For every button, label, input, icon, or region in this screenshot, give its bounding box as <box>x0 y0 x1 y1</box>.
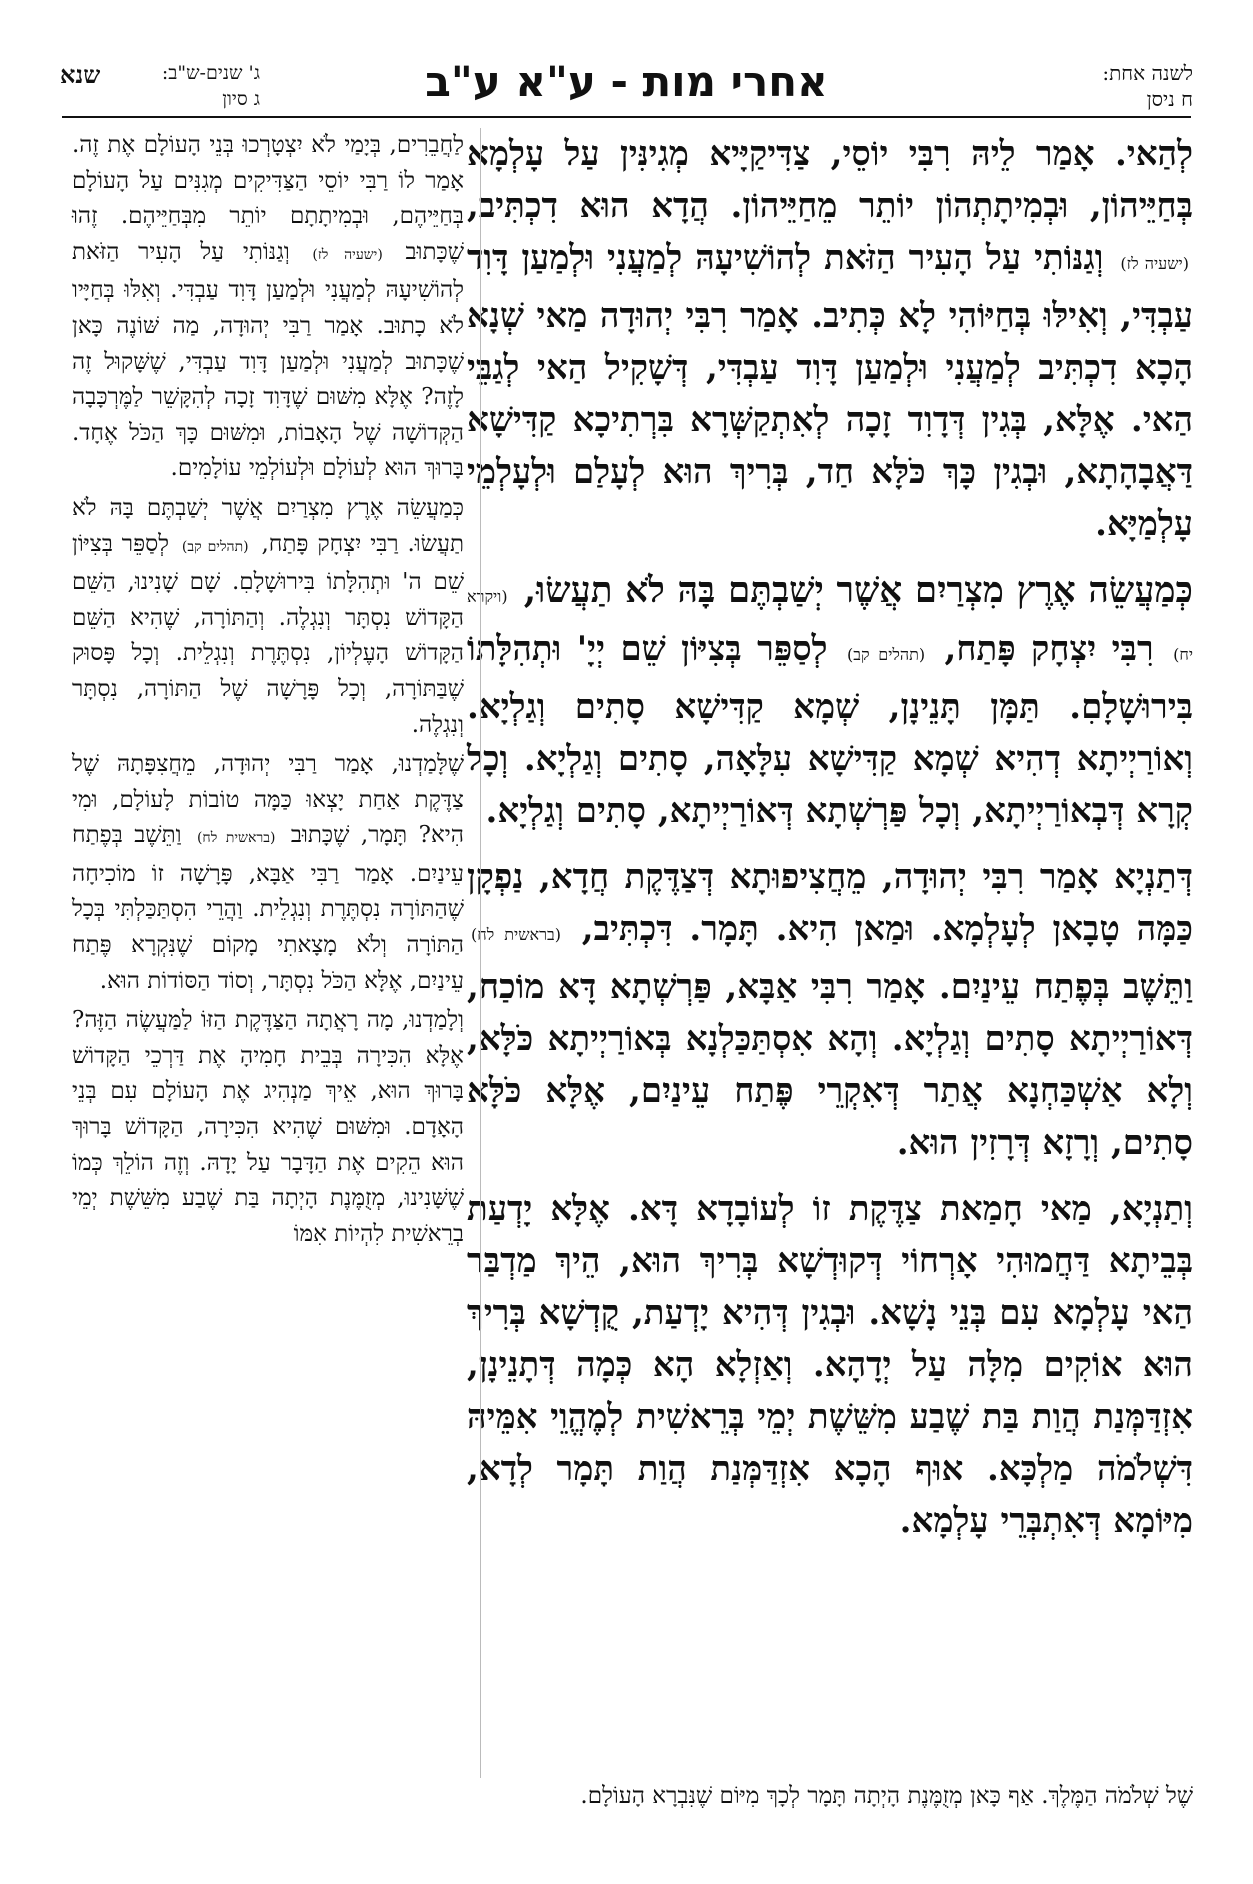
header-rule <box>62 116 1191 118</box>
header-schedule-label: לשנה אחת: <box>1102 61 1193 85</box>
main-paragraph-2 <box>467 564 1193 837</box>
main-p2-text-b: רִבִּי יִצְחָק פָּתַח, <box>944 629 1154 669</box>
main-p3-text-a: דְּתַנְיָא אָמַר רִבִּי יְהוּדָה, מֵחֲצִיפוּתָא דְּצַדֶּקֶת חֲדָא, נַפְקָן כַּמָּה טָבָאן לְעָלְמָא. וּמַאן הִיא. תָּמָר. דִּכְתִּיב, <box>467 857 1193 949</box>
side-paragraph-4 <box>72 1003 464 1252</box>
side-paragraph-2 <box>72 491 464 743</box>
side-p3-text-b: וַתֵּשֶׁב בְּפֶתַח עֵינַיִם. אָמַר רַבִּי אַבָּא, פָּרָשָׁה זוֹ מוֹכִיחָה שֶׁהַתּוֹרָה נִסְתֶּרֶת וְנִגְלֵית. וַהֲרֵי הִסְתַּכַּלְתִּי בְּכָל הַתּוֹרָה וְלֹא מָצָאתִי מָקוֹם שֶׁנִּקְרָא פֶּתַח עֵינַיִם, אֶלָּא הַכֹּל נִסְתָּר, וְסוֹד הַסּוֹדוֹת הוּא. <box>72 822 464 994</box>
side-p2-text-b: לְסַפֵּר בְּצִיּוֹן שֵׁם ה' וּתְהִלָּתוֹ בִּירוּשָׁלָםִ. שָׁם שָׁנִינוּ, הַשֵּׁם הַקָּדוֹשׁ נִסְתָּר וְנִגְלֶה. וְהַתּוֹרָה, שֶׁהִיא הַשֵּׁם הַקָּדוֹשׁ הָעֶלְיוֹן, נִסְתֶּרֶת וְנִגְלֵית. וְכָל פָּסוּק שֶׁבַּתּוֹרָה, וְכָל פָּרָשָׁה שֶׁל הַתּוֹרָה, נִסְתָּר וְנִגְלֶה. <box>72 530 464 738</box>
side-source-ref: (תהלים קב) <box>181 538 249 555</box>
side-p1-text-b: וְגַנּוֹתִי עַל הָעִיר הַזֹּאת לְהוֹשִׁיעָהּ לְמַעֲנִי וּלְמַעַן דָּוִד עַבְדִּי. וְאִלּוּ בְּחַיָּיו לֹא כָתוּב. אָמַר רַבִּי יְהוּדָה, מַה שּׁוֹנֶה כָּאן שֶׁכָּתוּב לְמַעֲנִי וּלְמַעַן דָּוִד עַבְדִּי, שֶׁשָּׁקוּל זֶה לָזֶה? אֶלָּא מִשּׁוּם שֶׁדָּוִד זָכָה לְהִקָּשֵׁר לַמֶּרְכָּבָה הַקְּדוֹשָׁה שֶׁל הָאָבוֹת, וּמִשּׁוּם כָּךְ הַכֹּל אֶחָד. בָּרוּךְ הוּא לְעוֹלָם וּלְעוֹלְמֵי עוֹלָמִים. <box>72 238 464 482</box>
main-p2-text-c: לְסַפֵּר בְּצִיּוֹן שֵׁם יְיָ' וּתְהִלָּתוֹ בִּירוּשָׁלָםִ. תַּמָּן תָּנֵינָן, שְׁמָא קַדִּישָׁא סָתִים וְגַלְיָא. וְאוֹרַיְיתָא דְהִיא שְׁמָא קַדִּישָׁא עִלָּאָה, סָתִים וְגַלְיָא. וְכָל קְרָא דְּבְאוֹרַיְיתָא, וְכָל פַּרְשְׁתָא דְּאוֹרַיְיתָא, סָתִים וְגַלְיָא. <box>467 629 1193 831</box>
side-source-ref: (בראשית לח) <box>196 830 276 847</box>
main-p4-text: וְתַנְיָא, מַאי חָמַאת צַדֶּקֶת זוֹ לְעוֹבָדָא דָּא. אֶלָּא יָדְעַת בְּבֵיתָא דַּחֲמוּהִי אָרְחוֹי דְּקוּדְשָׁא בְּרִיךְ הוּא, הֵיךְ מַדְבַּר הַאי עָלְמָא עִם בְּנֵי נָשָׁא. וּבְגִין דְּהִיא יָדְעַת, קֻדְשָׁא בְּרִיךְ הוּא אוֹקִים מִלָּה עַל יְדָהָא. וְאַזְלָא הָא כְּמָה דְּתָנֵינָן, אִזְדַּמְּנַת הֲוַת בַּת שֶׁבַע מִשֵּׁשֶׁת יְמֵי בְּרֵאשִׁית לְמֶהֱוֵי אִמֵּיהּ דִּשְׁלֹמֹה מַלְכָּא. אוּף הָכָא אִזְדַּמְּנַת הֲוַת תָּמָר לְדָא, מִיּוֹמָא דְּאִתְבְּרֵי עָלְמָא. <box>467 1189 1193 1541</box>
side-source-ref: (ישעיה לז) <box>312 246 383 263</box>
header-left <box>60 60 260 112</box>
translation-column <box>72 128 464 1778</box>
main-paragraph-3 <box>467 851 1193 1169</box>
side-p1-text-a: לַחֲבֵרִים, בְּיָמַי לֹא יִצְטָרְכוּ בְּנֵי הָעוֹלָם אֶת זֶה. אָמַר לוֹ רַבִּי יוֹסֵי הַצַּדִּיקִים מְגִנִּים עַל הָעוֹלָם בְּחַיֵּיהֶם, וּבְמִיתָתָם יוֹתֵר מִבְּחַיֵּיהֶם. זֶהוּ שֶׁכָּתוּב <box>72 132 465 265</box>
page-header <box>60 56 1193 116</box>
side-paragraph-3 <box>72 747 464 999</box>
main-source-ref: (ויקרא יח) <box>467 587 1194 664</box>
header-cycle-label: ג' שנים-ש"ב: <box>161 62 260 84</box>
column-divider <box>480 128 481 1778</box>
main-source-ref: (ישעיה לז) <box>1120 254 1189 273</box>
main-source-ref: (תהלים קב) <box>847 645 926 664</box>
page-title: אחרי מות - ע"א ע"ב <box>425 57 828 106</box>
side-paragraph-1 <box>72 128 464 487</box>
footer-continuation-text: שֶׁל שְׁלֹמֹה הַמֶּלֶךְ. אַף כָּאן מְזֻמֶּנֶת הָיְתָה תָּמָר לְכָךְ מִיּוֹם שֶׁנִּבְרָא הָעוֹלָם. <box>580 1783 1193 1809</box>
main-p2-text-a: כְּמַעֲשֵׂה אֶרֶץ מִצְרַיִם אֲשֶׁר יְשַׁבְתֶּם בָּהּ לֹא תַעֲשׂוּ, <box>523 569 1193 611</box>
main-paragraph-4 <box>467 1183 1193 1547</box>
header-schedule-date: ח ניסן <box>1146 87 1193 111</box>
side-p4-text: וְלָמַדְנוּ, מָה רָאֲתָה הַצַּדֶּקֶת הַזּוֹ לַמַּעֲשֶׂה הַזֶּה? אֶלָּא הִכִּירָה בְּבֵית חָמִיהָ אֶת דַּרְכֵי הַקָּדוֹשׁ בָּרוּךְ הוּא, אֵיךְ מַנְהִיג אֶת הָעוֹלָם עִם בְּנֵי הָאָדָם. וּמִשּׁוּם שֶׁהִיא הִכִּירָה, הַקָּדוֹשׁ בָּרוּךְ הוּא הֵקִים אֶת הַדָּבָר עַל יָדָהּ. וְזֶה הוֹלֵךְ כְּמוֹ שֶׁשָּׁנִינוּ, מְזֻמֶּנֶת הָיְתָה בַּת שֶׁבַע מִשֵּׁשֶׁת יְמֵי בְרֵאשִׁית לִהְיוֹת אִמּוֹ <box>72 1007 464 1247</box>
main-text-column <box>467 128 1193 1778</box>
side-p2-text-a: כְּמַעֲשֵׂה אֶרֶץ מִצְרַיִם אֲשֶׁר יְשַׁבְתֶּם בָּהּ לֹא תַעֲשׂוּ. רַבִּי יִצְחָק פָּתַח, <box>72 494 464 557</box>
main-p1-text-b: וְגַנּוֹתִי עַל הָעִיר הַזֹּאת לְהוֹשִׁיעָהּ לְמַעֲנִי וּלְמַעַן דָּוִד עַבְדִּי, וְאִילּוּ בְּחַיּוֹהִי לָא כְּתִיב. אָמַר רִבִּי יְהוּדָה מַאי שְׁנָא הָכָא דִכְתִּיב לְמַעֲנִי וּלְמַעַן דָּוִד עַבְדִּי, דְּשָׁקִיל הַאי לְגַבֵּי הַאי. אֶלָּא, בְּגִין דְּדָוִד זָכָה לְאִתְקַשְּׁרָא בִּרְתִיכָא קַדִּישָׁא דַּאֲבָהָתָא, וּבְגִין כָּךְ כֹּלָּא חַד, בְּרִיךְ הוּא לְעָלַם וּלְעָלְמֵי עָלְמַיָּא. <box>467 238 1193 544</box>
main-source-ref: (בראשית לח) <box>471 925 561 944</box>
main-paragraph-1 <box>467 128 1193 550</box>
header-cycle-date: ג סיון <box>222 88 260 110</box>
side-p3-text-a: שֶׁלָּמַדְנוּ, אָמַר רַבִּי יְהוּדָה, מֵחֲצִפָּתָהּ שֶׁל צַדֶּקֶת אַחַת יָצְאוּ כַּמָּה טוֹבוֹת לָעוֹלָם, וּמִי הִיא? תָּמָר, שֶׁכָּתוּב <box>72 751 465 849</box>
main-p1-text-a: לְהַאי. אָמַר לֵיהּ רִבִּי יוֹסֵי, צַדִּיקַיָּיא מְגִינִּין עַל עָלְמָא בְּחַיֵּיהוֹן, וּבְמִיתָתְהוֹן יוֹתֵר מֵחַיֵּיהוֹן. הֲדָא הוּא דִכְתִּיב, <box>467 134 1193 226</box>
folio-number: שנא <box>60 60 101 89</box>
main-p3-text-b: וַתֵּשֶׁב בְּפֶתַח עֵינַיִם. אָמַר רִבִּי אַבָּא, פַּרְשְׁתָא דָּא מוֹכַח, דְּאוֹרַיְיתָא סָתִים וְגַלְיָא. וְהָא אִסְתַּכַּלְנָא בְּאוֹרַיְיתָא כֹּלָּא, וְלָא אַשְׁכַּחְנָא אֲתַר דְּאִקְרֵי פֶּתַח עֵינַיִם, אֶלָּא כֹּלָּא סָתִים, וְרָזָא דְּרָזִין הוּא. <box>467 967 1193 1163</box>
